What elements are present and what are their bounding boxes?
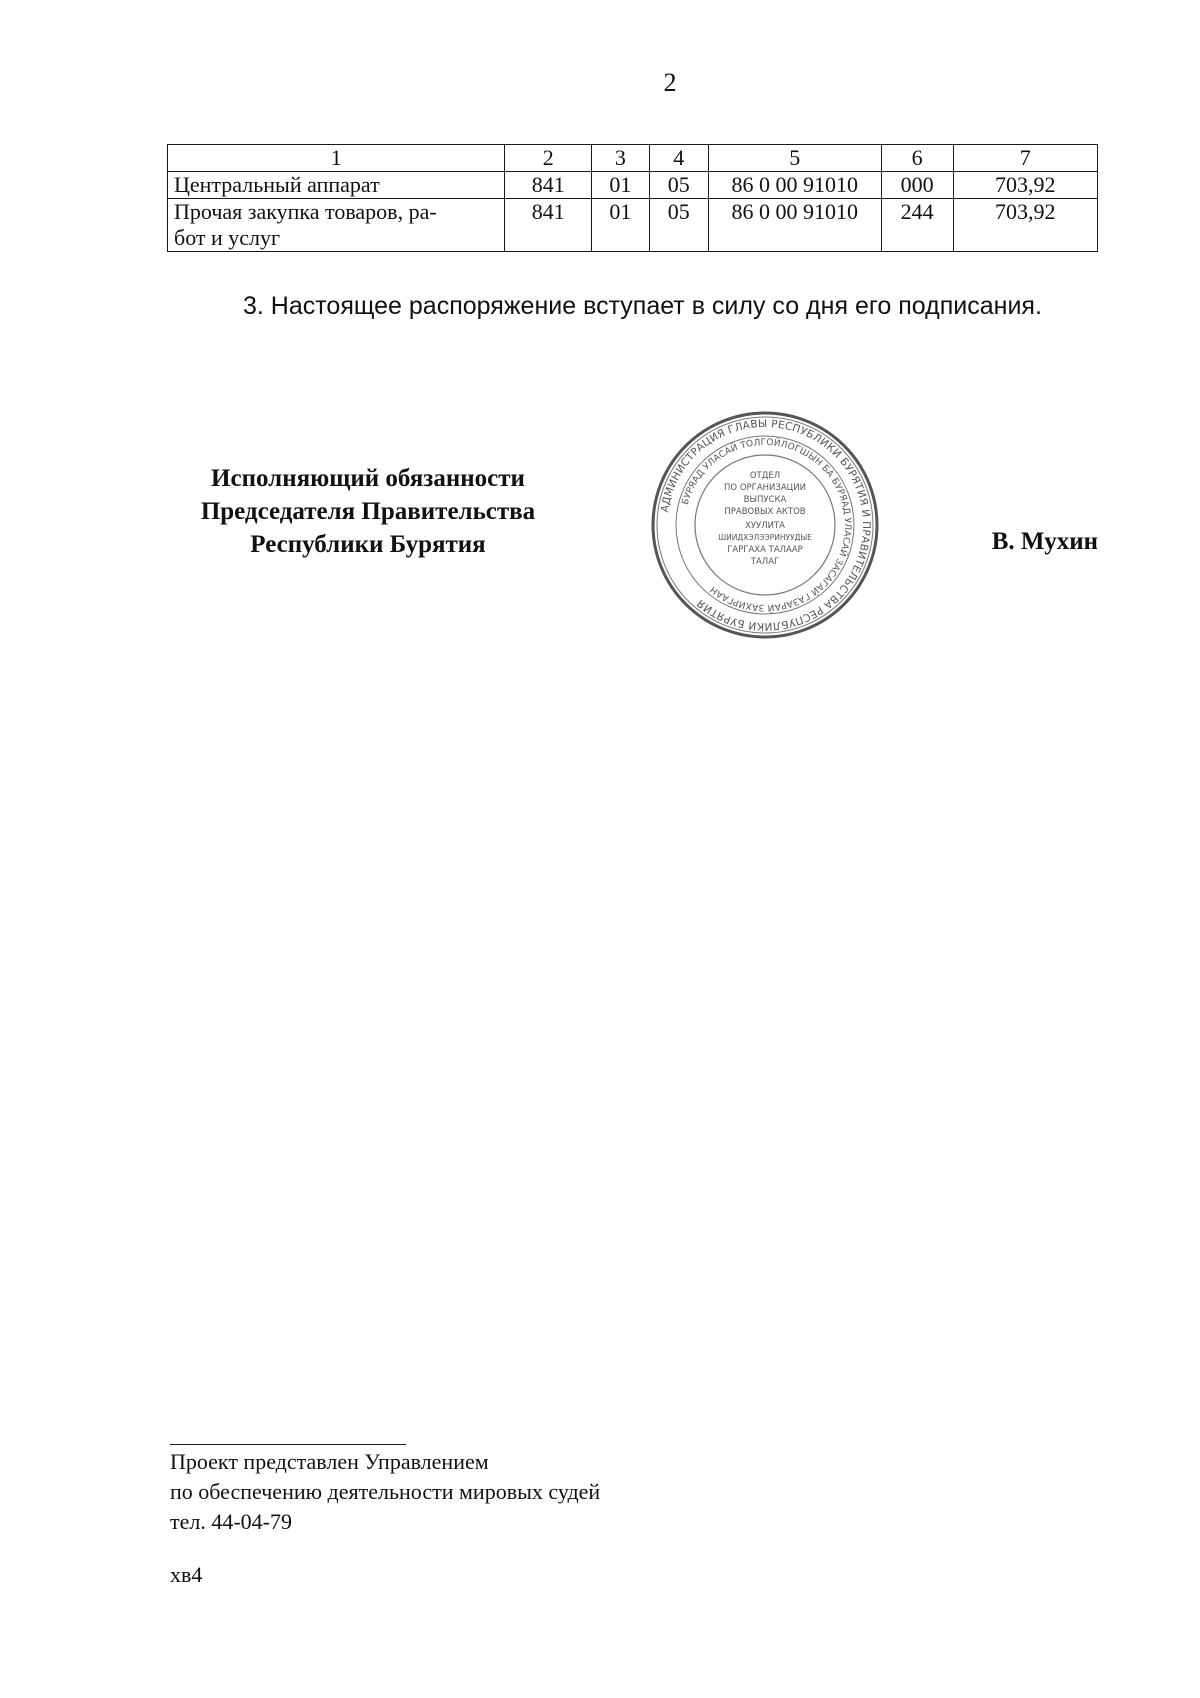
page-number: 2 [663,68,677,97]
table-cell: 841 [505,172,592,199]
table-cell: 703,92 [953,199,1097,252]
signer-title [168,462,568,561]
clause-3: 3. Настоящее распоряжение вступает в силу со дня его подписания. [243,292,1042,320]
table-cell: 01 [592,199,650,252]
table-cell: 05 [649,199,708,252]
table-header-cell: 3 [592,145,650,172]
footer-line: Проект представлен Управлением [170,1449,489,1474]
seal-inner-text: БУРЯАД УЛАСАЙ ТОЛГОЙЛОГШЫН БА БУРЯАД УЛАСАЙ ЗАСАГАЙ ГАЗАРАЙ ЗАХИРГААН [680,437,853,613]
signer-title-line: Исполняющий обязанности [211,465,525,492]
table-cell-line: Прочая закупка товаров, ра- [174,199,437,224]
seal-center-line: ПРАВОВЫХ АКТОВ [724,507,806,517]
table-cell: 703,92 [953,172,1097,199]
budget-table [167,144,1098,252]
table-cell: 841 [505,199,592,252]
footer-divider [170,1444,406,1445]
table-cell: Центральный аппарат [168,172,505,199]
signer-name: В. Мухин [991,528,1098,555]
table-row [168,199,1098,252]
seal-center-line: ПО ОРГАНИЗАЦИИ [724,483,806,493]
signer-title-line: Республики Бурятия [250,531,486,558]
signer-title-line: Председателя Правительства [200,498,536,525]
table-header-row [168,145,1098,172]
table-header-cell: 7 [953,145,1097,172]
table-cell: 05 [649,172,708,199]
table-header-cell: 2 [505,145,592,172]
seal-outer-text: АДМИНИСТРАЦИЯ ГЛАВЫ РЕСПУБЛИКИ БУРЯТИЯ И ПРАВИТЕЛЬСТВА РЕСПУБЛИКИ БУРЯТИЯ [658,417,873,633]
official-seal [650,410,880,640]
seal-center-line: ВЫПУСКА [743,495,787,505]
footer-line: тел. 44-04-79 [170,1509,293,1534]
seal-center-line: ХУУЛИТА [745,521,785,531]
seal-center-line: ТАЛАГ [750,557,780,567]
table-cell-line: бот и услуг [174,225,281,250]
table-cell: 86 0 00 91010 [708,199,881,252]
table-cell: 244 [881,199,953,252]
table-row [168,172,1098,199]
seal-center-line: ГАРГАХА ТАЛААР [727,545,803,555]
seal-center-line: ОТДЕЛ [749,471,781,481]
table-header-cell: 5 [708,145,881,172]
table-cell: 01 [592,172,650,199]
footer-line: по обеспечению деятельности мировых судей [170,1479,601,1504]
table-cell [168,199,505,252]
footer-note [170,1447,600,1537]
table-header-cell: 6 [881,145,953,172]
seal-center-line: ШИИДХЭЛЭЭРИНУУДЫЕ [718,533,812,542]
document-code: хв4 [170,1562,203,1587]
table-cell: 000 [881,172,953,199]
table-cell: 86 0 00 91010 [708,172,881,199]
table-header-cell: 4 [649,145,708,172]
table-header-cell: 1 [168,145,505,172]
